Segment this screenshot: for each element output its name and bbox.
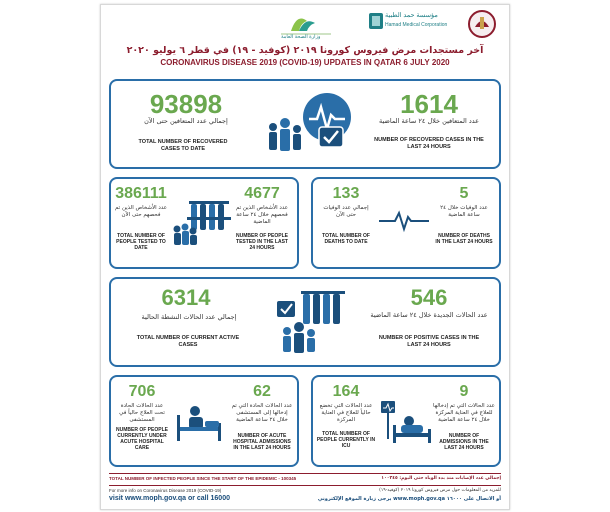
footer-visit-en: visit www.moph.gov.qa or call 16000	[109, 495, 230, 502]
acute-current-ar: عدد الحالات الحادة تحت العلاج حالياً في المستشفى	[119, 403, 165, 423]
deaths-card	[311, 177, 501, 269]
recovered-24h-value: 1614	[400, 89, 458, 119]
tests-card	[109, 177, 299, 269]
icu-bed-icon	[379, 399, 433, 447]
title-arabic: آخر مستجدات مرض فيروس كورونا ٢٠١٩ (كوفيد - ١٩) في قطر ٦ يوليو ٢٠٢٠	[126, 45, 484, 56]
acute-current-value: 706	[128, 383, 156, 400]
deaths-total-en: TOTAL NUMBER OF DEATHS TO DATE	[322, 233, 370, 245]
icu-card	[311, 375, 501, 467]
recovered-total-value: 93898	[149, 89, 223, 119]
test-tubes-icon	[171, 201, 231, 245]
footer-infected-ar: إجمالي عدد الإصابات منذ بدء الوباء حتى اليوم: ١٠٠٣٤٥	[381, 476, 501, 481]
recovered-people-icon	[263, 89, 353, 157]
active-total-value: 6314	[161, 285, 211, 310]
tested-total-en: TOTAL NUMBER OF PEOPLE TESTED TO DATE	[116, 233, 166, 251]
acute-current-en: NUMBER OF PEOPLE CURRENTLY UNDER ACUTE HOSPITAL CARE	[116, 427, 168, 451]
recovered-24h-ar: عدد المتعافين خلال ٢٤ ساعة الماضية	[378, 117, 480, 125]
active-total-ar: إجمالي عدد الحالات النشطة الحالية	[141, 313, 237, 321]
positive-24h-ar: عدد الحالات الجديدة خلال ٢٤ ساعة الماضية	[370, 311, 488, 319]
acute-24h-ar: عدد الحالات الحادة التي تم إدخالها إلى المستشفى خلال ٢٤ ساعة الماضية	[231, 403, 293, 423]
recovered-total-en: TOTAL NUMBER OF RECOVERED CASES TO DATE	[138, 139, 228, 152]
deaths-24h-ar: عدد الوفيات خلال ٢٤ ساعة الماضية	[440, 205, 488, 218]
footer-divider-top	[109, 473, 501, 474]
acute-care-card	[109, 375, 299, 467]
deaths-24h-en: NUMBER OF DEATHS IN THE LAST 24 HOURS	[435, 233, 493, 245]
moph-logo-text: وزارة الصحة العامة	[281, 34, 321, 40]
icu-current-en: TOTAL NUMBER OF PEOPLE CURRENTLY IN ICU	[316, 431, 376, 449]
positive-24h-en: NUMBER OF POSITIVE CASES IN THE LAST 24 HOURS	[378, 335, 480, 348]
deaths-24h-value: 5	[459, 185, 469, 202]
deaths-total-ar: إجمالي عدد الوفيات حتى الآن	[323, 205, 369, 218]
title-english: CORONAVIRUS DISEASE 2019 (COVID-19) UPDATES IN QATAR 6 JULY 2020	[160, 58, 450, 67]
footer-infected-row	[109, 476, 501, 484]
tested-24h-value: 4677	[244, 185, 280, 202]
hospital-bed-icon	[175, 403, 225, 443]
footer-infected-en: TOTAL NUMBER OF INFECTED PEOPLE SINCE THE START OF THE EPIDEMIC - 100345	[109, 476, 297, 481]
hmc-logo-en: Hamad Medical Corporation	[385, 22, 448, 28]
active-cases-card	[109, 277, 501, 367]
footer-contact-row	[109, 488, 501, 506]
hmc-emblem-icon	[369, 13, 383, 29]
footer-more-info-en: For more info on Coronavirus Disease 2019 (COVID-19)	[109, 488, 222, 493]
deaths-total-value: 133	[332, 185, 360, 202]
infographic-sheet	[100, 4, 510, 510]
icu-current-ar: عدد الحالات التي تخضع حالياً للعلاج في العناية المركزة	[319, 403, 373, 423]
tested-24h-ar: عدد الأشخاص الذين تم فحصهم خلال ٢٤ ساعة الماضية	[235, 205, 288, 225]
acute-24h-value: 62	[253, 383, 271, 400]
logo-bar	[101, 9, 509, 43]
icu-current-value: 164	[332, 383, 360, 400]
active-total-en: TOTAL NUMBER OF CURRENT ACTIVE CASES	[136, 335, 240, 348]
tested-total-ar: عدد الأشخاص الذين تم فحصهم حتى الآن	[115, 205, 168, 218]
footer-more-info-ar: للمزيد من المعلومات حول مرض فيروس كورونا ٢٠١٩ (كوفيد-١٩)	[379, 488, 501, 493]
qatar-emblem-icon	[465, 9, 499, 39]
icu-24h-ar: عدد الحالات التي تم إدخالها للعلاج في العناية المركزة خلال ٢٤ ساعة الماضية	[433, 403, 495, 423]
hmc-logo	[369, 9, 448, 39]
hmc-logo-ar: مؤسسة حمد الطبية	[385, 12, 438, 19]
tested-24h-en: NUMBER OF PEOPLE TESTED IN THE LAST 24 HOURS	[236, 233, 288, 251]
recovered-24h-en: NUMBER OF RECOVERED CASES IN THE LAST 24 HOURS	[374, 137, 484, 150]
footer-visit-ar: يرجى زيارة الموقع الإلكتروني www.moph.gov.qa أو الاتصال على ١٦٠٠٠	[317, 496, 501, 502]
title-block	[101, 45, 509, 67]
recovered-total-ar: إجمالي عدد المتعافين حتى الآن	[144, 117, 228, 125]
heartbeat-icon	[379, 209, 429, 233]
test-tubes-people-icon	[269, 287, 349, 355]
footer-divider-bottom	[109, 485, 501, 486]
positive-24h-value: 546	[410, 285, 448, 310]
recovered-card	[109, 79, 501, 169]
icu-24h-value: 9	[459, 383, 469, 400]
qatar-emblem	[465, 9, 501, 39]
acute-24h-en: NUMBER OF ACUTE HOSPITAL ADMISSIONS IN THE LAST 24 HOURS	[233, 433, 291, 451]
icu-24h-en: NUMBER OF ADMISSIONS IN THE LAST 24 HOURS	[439, 433, 489, 451]
tested-total-value: 386111	[115, 185, 167, 202]
moph-logo	[281, 9, 331, 39]
